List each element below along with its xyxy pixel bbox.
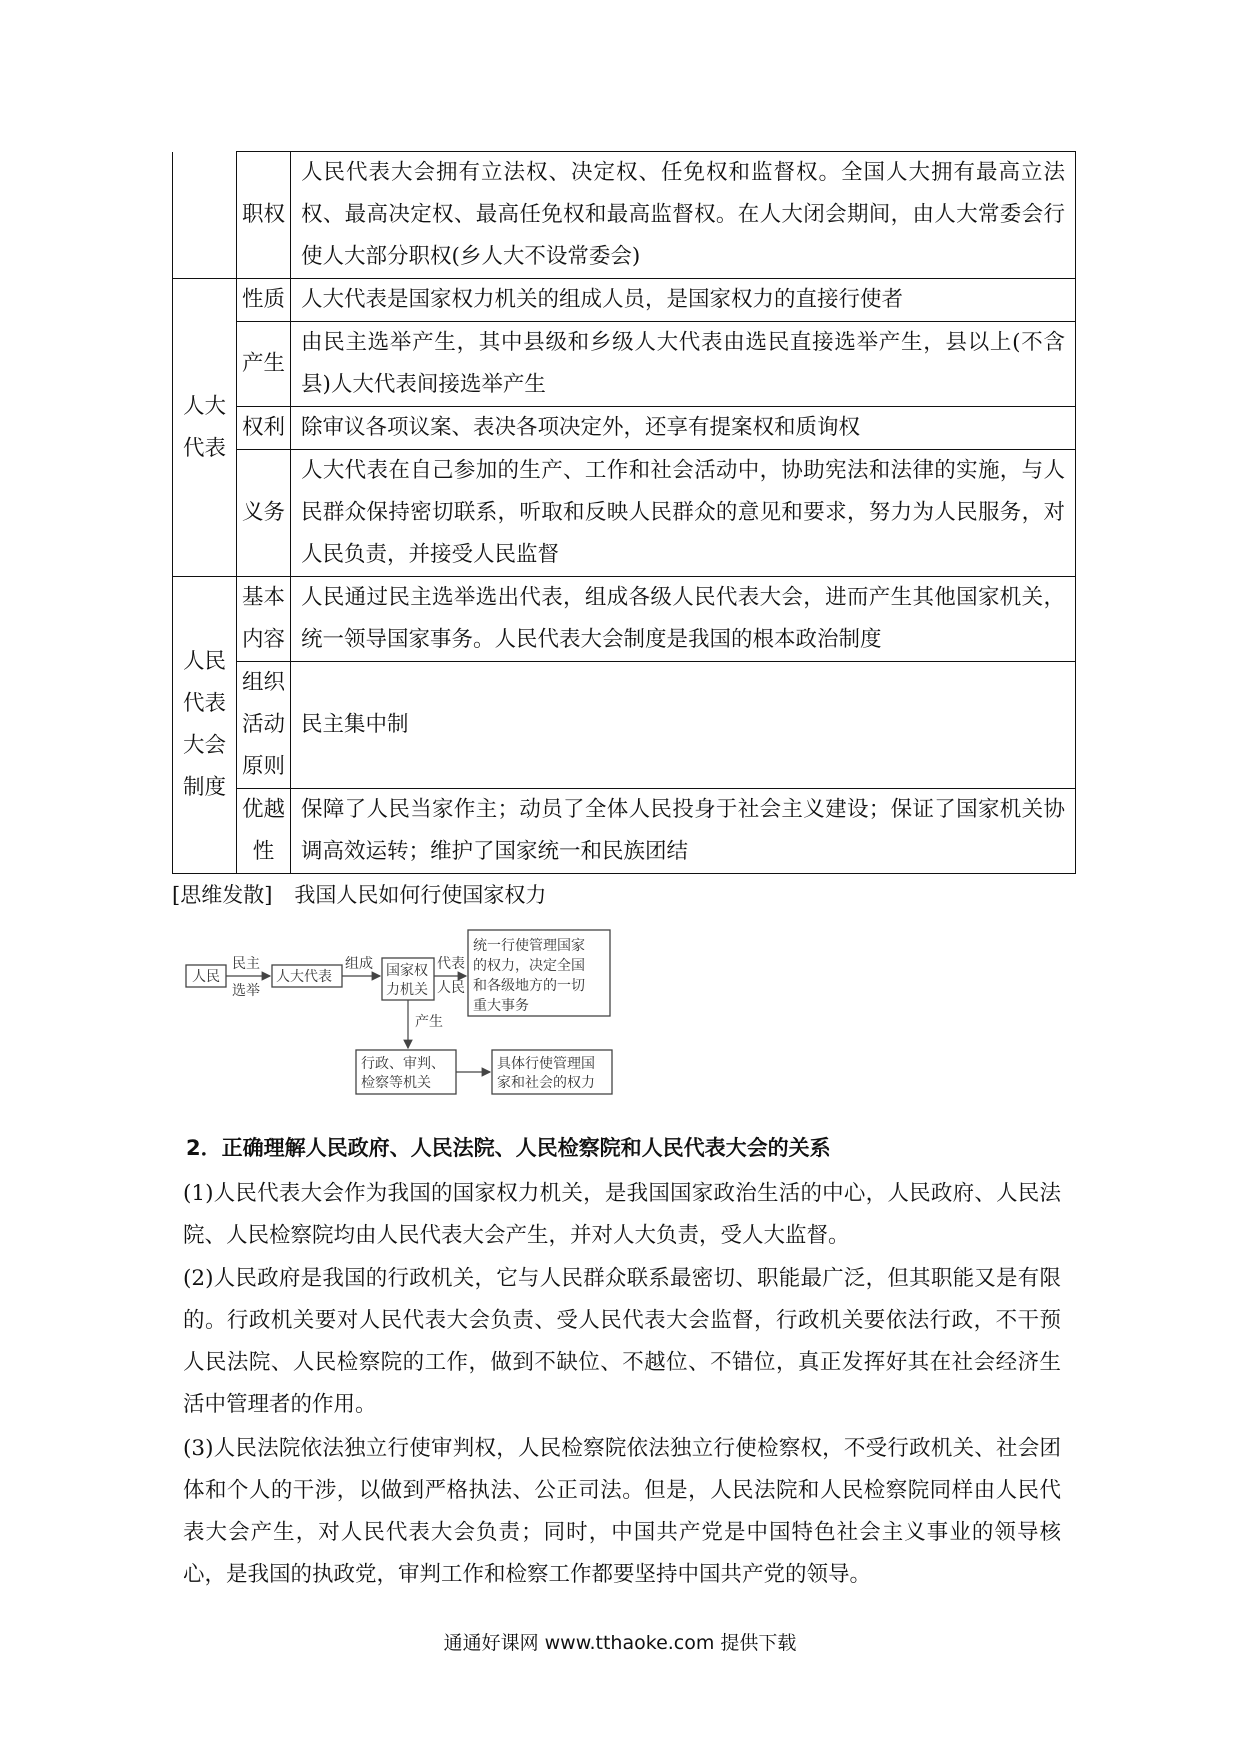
svg-text:选举: 选举 [232, 983, 260, 999]
table-sub-label: 优越 性 [237, 789, 291, 874]
svg-text:具体行使管理国: 具体行使管理国 [497, 1056, 595, 1072]
power-flow-diagram [170, 920, 630, 1110]
knowledge-table [172, 151, 1076, 874]
table-row [173, 279, 1076, 322]
svg-text:统一行使管理国家: 统一行使管理国家 [473, 938, 585, 954]
table-row [173, 322, 1076, 407]
table-content-cell: 保障了人民当家作主；动员了全体人民投身于社会主义建设；保证了国家机关协调高效运转；维护了国家统一和民族团结 [291, 789, 1076, 874]
arrow-chansheng [408, 1000, 443, 1048]
svg-text:检察等机关: 检察等机关 [361, 1075, 431, 1091]
table-row [173, 152, 1076, 279]
table-row [173, 662, 1076, 789]
arrow-xuanju [226, 956, 270, 999]
section-heading: 2．正确理解人民政府、人民法院、人民检察院和人民代表大会的关系 [186, 1136, 831, 1160]
table-content-cell: 人民通过民主选举选出代表，组成各级人民代表大会，进而产生其他国家机关，统一领导国家事务。人民代表大会制度是我国的根本政治制度 [291, 577, 1076, 662]
svg-text:家和社会的权力: 家和社会的权力 [497, 1075, 595, 1091]
paragraph-2: (2)人民政府是我国的行政机关，它与人民群众联系最密切、职能最广泛，但其职能又是有限的。行政机关要对人民代表大会负责、受人民代表大会监督，行政机关要依法行政，不干预人民法院、人民检察院的工作，做到不缺位、不越位、不错位，真正发挥好其在社会经济生活中管理者的作用。 [183, 1266, 1061, 1417]
table-group-label: 人大 代表 [173, 279, 237, 577]
box-quanli-jiguan [382, 958, 434, 1000]
box-jiguan [356, 1050, 456, 1094]
table-sub-label: 义务 [237, 450, 291, 577]
table-content-cell: 人大代表是国家权力机关的组成人员，是国家权力的直接行使者 [291, 279, 1076, 322]
svg-text:人民: 人民 [192, 969, 220, 985]
table-content-cell: 由民主选举产生，其中县级和乡级人大代表由选民直接选举产生，县以上(不含县)人大代表间接选举产生 [291, 322, 1076, 407]
box-juti [492, 1050, 612, 1094]
box-daibiao [272, 965, 342, 987]
svg-text:的权力，决定全国: 的权力，决定全国 [473, 958, 585, 974]
box-renmin [186, 965, 226, 987]
table-sub-label: 基本 内容 [237, 577, 291, 662]
svg-text:力机关: 力机关 [386, 982, 428, 998]
table-sub-label: 性质 [237, 279, 291, 322]
table-sub-label: 职权 [237, 152, 291, 279]
paragraph-1: (1)人民代表大会作为我国的国家权力机关，是我国国家政治生活的中心，人民政府、人民法院、人民检察院均由人民代表大会产生，并对人大负责，受人大监督。 [183, 1181, 1061, 1248]
table-row [173, 407, 1076, 450]
diagram-title: 我国人民如何行使国家权力 [294, 883, 547, 907]
paragraph-3: (3)人民法院依法独立行使审判权，人民检察院依法独立行使检察权，不受行政机关、社会团体和个人的干涉，以做到严格执法、公正司法。但是，人民法院和人民检察院同样由人民代表大会产生，对人民代表大会负责；同时，中国共产党是中国特色社会主义事业的领导核心，是我国的执政党，审判工作和检察工作都要坚持中国共产党的领导。 [183, 1436, 1061, 1587]
table-content-cell: 除审议各项议案、表决各项决定外，还享有提案权和质询权 [291, 407, 1076, 450]
arrow-daibiao-renmin [434, 955, 466, 996]
table-row [173, 450, 1076, 577]
svg-text:重大事务: 重大事务 [473, 998, 529, 1014]
svg-text:民主: 民主 [232, 956, 260, 972]
table-content-cell: 人民代表大会拥有立法权、决定权、任免权和监督权。全国人大拥有最高立法权、最高决定权、最高任免权和最高监督权。在人大闭会期间，由人大常委会行使人大部分职权(乡人大不设常委会) [291, 152, 1076, 279]
table-content-cell: 人大代表在自己参加的生产、工作和社会活动中，协助宪法和法律的实施，与人民群众保持密切联系，听取和反映人民群众的意见和要求，努力为人民服务，对人民负责，并接受人民监督 [291, 450, 1076, 577]
table-sub-label: 产生 [237, 322, 291, 407]
table-group-cell-empty [173, 152, 237, 279]
diagram-tag: [思维发散] [172, 883, 273, 907]
page-footer: 通通好课网 www.tthaoke.com 提供下载 [443, 1632, 797, 1654]
svg-text:人大代表: 人大代表 [276, 969, 332, 985]
svg-text:代表: 代表 [437, 956, 465, 972]
table-group-label: 人民 代表 大会 制度 [173, 577, 237, 874]
diagram-caption [172, 880, 546, 910]
table-sub-label: 组织 活动 原则 [237, 662, 291, 789]
box-tongyi [468, 930, 610, 1016]
svg-text:和各级地方的一切: 和各级地方的一切 [473, 978, 585, 994]
svg-text:产生: 产生 [415, 1014, 443, 1030]
svg-text:国家权: 国家权 [386, 963, 428, 979]
svg-text:人民: 人民 [437, 980, 465, 996]
table-sub-label: 权利 [237, 407, 291, 450]
arrow-zucheng [342, 955, 380, 976]
table-content-cell: 民主集中制 [291, 662, 1076, 789]
table-row [173, 789, 1076, 874]
svg-text:行政、审判、: 行政、审判、 [361, 1056, 445, 1072]
table-row [173, 577, 1076, 662]
svg-text:组成: 组成 [345, 956, 373, 972]
